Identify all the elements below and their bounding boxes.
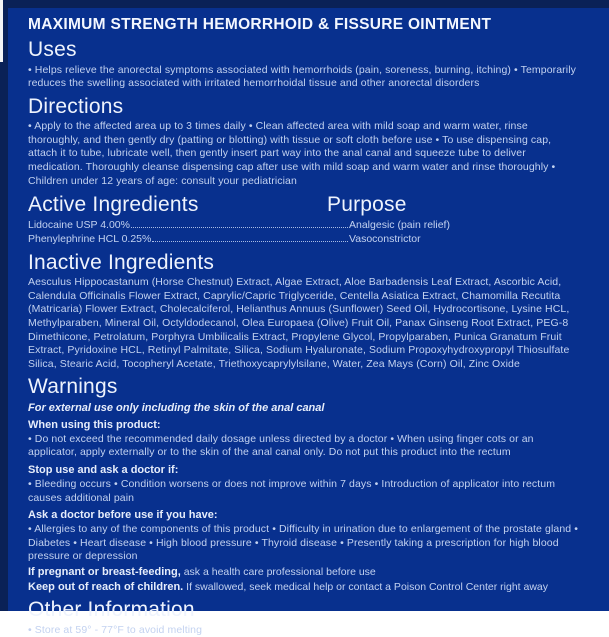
pregnant-warning: [28, 565, 581, 579]
purpose-heading: Purpose: [327, 193, 407, 217]
ingredient-name: Lidocaine USP 4.00%: [28, 218, 130, 231]
ask-doctor-label: Ask a doctor before use if you have:: [28, 509, 218, 522]
product-title: MAXIMUM STRENGTH HEMORRHOID & FISSURE OINTMENT: [28, 16, 492, 33]
when-using-text: • Do not exceed the recommended daily dosage unless directed by a doctor • When using finger cots or an applicator, apply externally or to the skin of the anal canal only. Do not put this product into the rectum: [28, 432, 534, 459]
dotted-leader: [152, 241, 348, 242]
uses-text: • Helps relieve the anorectal symptoms associated with hemorrhoids (pain, soreness, burning, itching) • Temporarily reduces the swelling associated with irritated hemorrhoidal tissue and other anorectal disorders: [28, 63, 576, 90]
inactive-ingredients-heading: Inactive Ingredients: [28, 250, 215, 274]
active-ingredient-row: [28, 218, 581, 233]
directions-text: • Apply to the affected area up to 3 times daily • Clean affected area with mild soap and warm water, rinse thoroughly, and then gently dry (patting or blotting) with tissue or soft cloth before use • To use dispensing cap, attach it to tube, lubricate well, then gently insert part way into the anal canal and squeeze tube to deliver medication. Thoroughly cleanse dispensing cap after use with mild soap and warm water and rinse thoroughly • Children under 12 years of age: consult your pediatrician: [28, 120, 556, 187]
other-information-heading: Other Information: [28, 598, 195, 622]
external-use-warning: For external use only including the skin of the anal canal: [28, 401, 325, 414]
ingredient-name: Phenylephrine HCL 0.25%: [28, 233, 152, 246]
directions-heading: Directions: [28, 94, 124, 118]
when-using-label: When using this product:: [28, 418, 161, 431]
stop-use-text: • Bleeding occurs • Condition worsens or does not improve within 7 days • Introduction of applicator into rectum causes additional pain: [28, 478, 556, 504]
children-warning-text: If swallowed, seek medical help or contact a Poison Control Center right away: [183, 581, 549, 594]
uses-heading: Uses: [28, 38, 77, 61]
pregnant-warning-text: ask a health care professional before use: [180, 566, 376, 579]
children-warning-label: Keep out of reach of children.: [28, 581, 184, 594]
active-ingredient-row: [28, 232, 581, 247]
active-ingredients-heading: Active Ingredients: [28, 193, 199, 217]
inactive-ingredients-text: Aesculus Hippocastanum (Horse Chestnut) Extract, Algae Extract, Aloe Barbadensis Leaf Extract, Ascorbic Acid, Calendula Officinalis Flower Extract, Caprylic/Capric Triglyceride, Centella Asiatica Extract, Chamomilla Recutita (Matricaria) Flower Extract, Cholecalciferol, Helianthus Annuus (Sunflower) Seed Oil, Hydrocortisone, Lysine HCL, Methylparaben, Mineral Oil, Octyldodecanol, Olea Europaea (Olive) Fruit Oil, Panax Ginseng Root Extract, PEG-8 Dimethicone, Petrolatum, Porphyra Umbilicalis Extract, Propylene Glycol, Propylparaben, Punica Granatum Fruit Extract, Pyridoxine HCL, Retinyl Palmitate, Silica, Sodium Hyaluronate, Sodium Propoxyhydroxypropyl Thiosulfate Silica, Stearic Acid, Tocopheryl Acetate, Triethoxycaprylylsilane, Water, Zea Mays (Corn) Oil, Zinc Oxide: [28, 276, 570, 370]
ask-doctor-text: • Allergies to any of the components of this product • Difficulty in urination due to enlargement of the prostate gland • Diabetes • Heart disease • High blood pressure • Thyroid disease • Presently taking a prescription for high blood pressure or depression: [28, 523, 578, 563]
ingredient-purpose: Analgesic (pain relief): [349, 218, 450, 231]
ingredient-purpose: Vasoconstrictor: [349, 233, 421, 246]
label-edge-artifact: [0, 0, 3, 62]
dotted-leader: [131, 227, 348, 228]
warnings-heading: Warnings: [28, 375, 118, 399]
pregnant-warning-label: If pregnant or breast-feeding,: [28, 566, 181, 579]
children-warning: [28, 580, 581, 594]
active-ingredients-header-row: [28, 189, 581, 218]
stop-use-label: Stop use and ask a doctor if:: [28, 464, 179, 477]
storage-text: • Store at 59° - 77°F to avoid melting: [28, 623, 203, 636]
